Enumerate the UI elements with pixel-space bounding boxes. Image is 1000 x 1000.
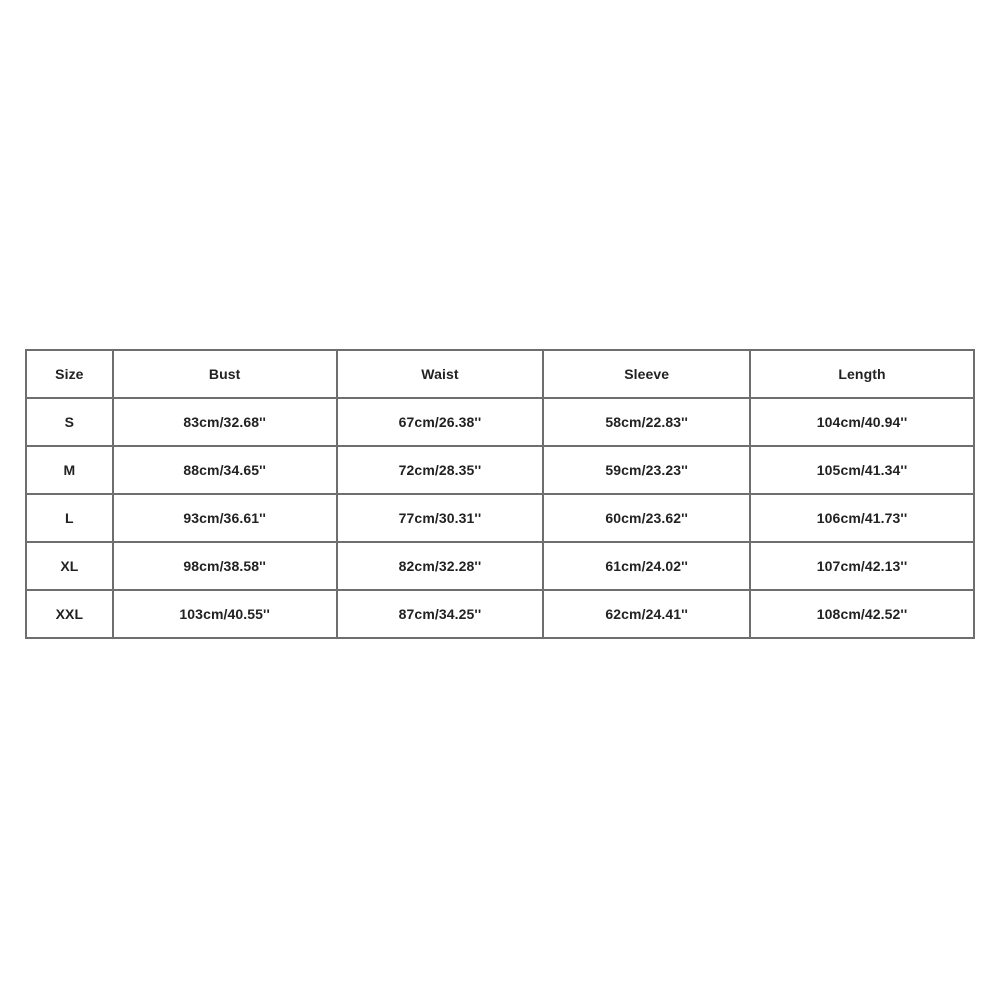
table-row xyxy=(26,542,974,590)
cell-bust: 103cm/40.55'' xyxy=(113,590,337,638)
cell-length: 104cm/40.94'' xyxy=(750,398,974,446)
table-header-row xyxy=(26,350,974,398)
cell-bust: 83cm/32.68'' xyxy=(113,398,337,446)
cell-waist: 87cm/34.25'' xyxy=(337,590,544,638)
header-waist: Waist xyxy=(337,350,544,398)
cell-sleeve: 62cm/24.41'' xyxy=(543,590,750,638)
cell-sleeve: 58cm/22.83'' xyxy=(543,398,750,446)
cell-waist: 67cm/26.38'' xyxy=(337,398,544,446)
header-bust: Bust xyxy=(113,350,337,398)
cell-length: 107cm/42.13'' xyxy=(750,542,974,590)
cell-sleeve: 59cm/23.23'' xyxy=(543,446,750,494)
table-row xyxy=(26,446,974,494)
table-row xyxy=(26,398,974,446)
cell-length: 106cm/41.73'' xyxy=(750,494,974,542)
cell-waist: 77cm/30.31'' xyxy=(337,494,544,542)
cell-bust: 98cm/38.58'' xyxy=(113,542,337,590)
header-sleeve: Sleeve xyxy=(543,350,750,398)
cell-bust: 93cm/36.61'' xyxy=(113,494,337,542)
cell-sleeve: 60cm/23.62'' xyxy=(543,494,750,542)
table-row xyxy=(26,590,974,638)
cell-size: L xyxy=(26,494,113,542)
cell-size: XXL xyxy=(26,590,113,638)
table-row xyxy=(26,494,974,542)
header-size: Size xyxy=(26,350,113,398)
cell-waist: 72cm/28.35'' xyxy=(337,446,544,494)
cell-sleeve: 61cm/24.02'' xyxy=(543,542,750,590)
cell-size: M xyxy=(26,446,113,494)
cell-length: 108cm/42.52'' xyxy=(750,590,974,638)
cell-size: XL xyxy=(26,542,113,590)
cell-size: S xyxy=(26,398,113,446)
cell-waist: 82cm/32.28'' xyxy=(337,542,544,590)
cell-bust: 88cm/34.65'' xyxy=(113,446,337,494)
cell-length: 105cm/41.34'' xyxy=(750,446,974,494)
header-length: Length xyxy=(750,350,974,398)
size-chart-table xyxy=(25,349,975,639)
